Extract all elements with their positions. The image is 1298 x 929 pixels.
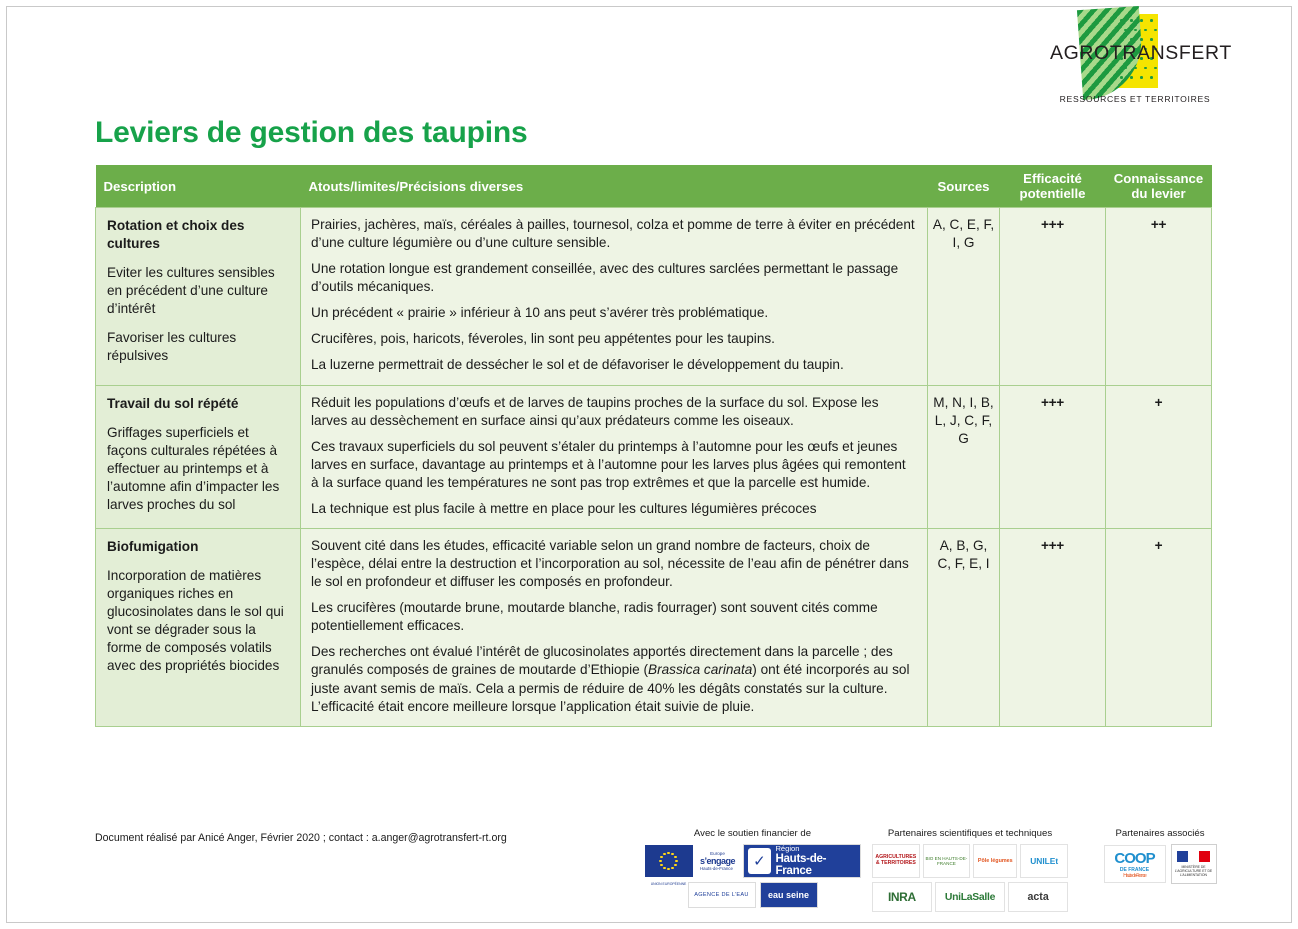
cell-atouts xyxy=(301,385,928,528)
coop-region: Hauts-de-France xyxy=(1123,872,1146,879)
atouts-paragraph: Ces travaux superficiels du sol peuvent s’étaler du printemps à l’automne pour les œufs et jeunes larves en surface, davantage au printemps et à l’automne pour les larves plus âgées qui remontent à la surface quand les températures ne sont pas trop extrêmes et que la parcelle est humide. xyxy=(311,438,906,490)
cell-sources: A, C, E, F, I, G xyxy=(928,208,1000,386)
eu-stars xyxy=(658,850,680,872)
atouts-paragraph: Réduit les populations d’œufs et de larves de taupins proches de la surface du sol. Expose les larves au dessèchement en surface ainsi qu’aux prédateurs comme les oiseaux. xyxy=(311,394,879,428)
atouts-paragraph: Souvent cité dans les études, efficacité variable selon un grand nombre de facteurs, choix de l’espèce, délai entre la destruction et l’incorporation au sol, nécessite de l’eau afin de pénétrer dans le sol en profondeur et diffuser les composés en profondeur. xyxy=(311,538,909,590)
ministere-agriculture-logo xyxy=(1171,844,1217,884)
cell-atouts xyxy=(301,529,928,727)
atouts-paragraph: La luzerne permettrait de dessécher le sol et de défavoriser le développement du taupin. xyxy=(311,357,844,373)
lever-description-paragraph: Incorporation de matières organiques riches en glucosinolates dans le sol qui vont se dégrader sous la forme de composés volatils avec des propriétés biocides xyxy=(107,568,284,674)
cell-sources: M, N, I, B, L, J, C, F, G xyxy=(928,385,1000,528)
brand-tagline: RESSOURCES ET TERRITOIRES xyxy=(1059,94,1211,104)
brand-name: AGROTRANSFERT xyxy=(1050,42,1232,64)
atouts-paragraph: Les crucifères (moutarde brune, moutarde blanche, radis fourrager) sont souvent cités comme potentiellement efficaces. xyxy=(311,600,878,634)
atouts-rich-part3: ) ont été incorporés au sol juste avant semis de maïs. Cela a permis de réduire de 40% les dégâts constatés sur la culture. L’efficacité était encore meilleure lorsque l’application était suivie de pluie. xyxy=(311,662,910,714)
levers-table xyxy=(95,165,1212,727)
agrotransfert-logo xyxy=(1050,14,1232,114)
atouts-paragraph: Crucifères, pois, haricots, féveroles, lin sont peu appétentes pour les taupins. xyxy=(311,331,775,347)
europe-sengage-logo xyxy=(697,845,739,877)
footer-logo-row xyxy=(1075,844,1245,884)
atouts-paragraph: Prairies, jachères, maïs, céréales à pailles, tournesol, colza et pomme de terre à éviter en précédent d’une culture légumière ou d’une culture sensible. xyxy=(311,217,915,251)
lever-name: Travail du sol répété xyxy=(107,395,239,411)
region-top: Région xyxy=(775,843,800,853)
cell-efficacite: +++ xyxy=(1000,385,1106,528)
eu-flag-logo xyxy=(645,845,693,886)
agence-de-leau-logo: AGENCE DE L’EAU xyxy=(688,882,756,908)
column-header-efficacite xyxy=(1000,165,1106,208)
cell-description xyxy=(96,529,301,727)
footer-logo-row xyxy=(872,844,1068,878)
region-map-icon: ✓ xyxy=(748,848,772,874)
column-header-atouts: Atouts/limites/Précisions diverses xyxy=(301,165,928,208)
table-row xyxy=(96,529,1212,727)
table-row xyxy=(96,208,1212,386)
table-header-row xyxy=(96,165,1212,208)
cell-description xyxy=(96,208,301,386)
bio-en-hauts-de-france-logo: BIO EN HAUTS-DE-FRANCE xyxy=(923,844,971,878)
atouts-paragraph: Une rotation longue est grandement conseillée, avec des cultures sarclées permettant le passage d’outils mécaniques. xyxy=(311,261,899,295)
footer-group-scientific xyxy=(872,828,1068,916)
region-bottom: Hauts-de-France xyxy=(775,851,827,877)
coop-main: COOP xyxy=(1114,849,1155,867)
column-header-connaissance xyxy=(1106,165,1212,208)
engage-mid: s’engage xyxy=(699,856,735,867)
table-body xyxy=(96,208,1212,727)
footer-group-financial xyxy=(635,828,870,912)
table-row xyxy=(96,385,1212,528)
footer-logo-row-2 xyxy=(872,882,1068,912)
lever-description-paragraph: Favoriser les cultures répulsives xyxy=(107,330,237,364)
agricultures-et-territoires-logo: AGRICULTURES & TERRITOIRES xyxy=(872,844,920,878)
coop-de-france-logo xyxy=(1104,845,1166,883)
inra-logo: INRA xyxy=(872,882,932,912)
lever-name: Biofumigation xyxy=(107,539,199,555)
atouts-paragraph: Un précédent « prairie » inférieur à 10 ans peut s’avérer très problématique. xyxy=(311,305,769,321)
cell-efficacite: +++ xyxy=(1000,529,1106,727)
cell-connaissance: + xyxy=(1106,385,1212,528)
eau-seine-normandie-logo: eau seine xyxy=(760,882,818,908)
footer-logo-row xyxy=(635,843,870,886)
efficacite-line2: potentielle xyxy=(1019,186,1086,201)
atouts-paragraph: La technique est plus facile à mettre en place pour les cultures légumières précoces xyxy=(311,500,817,516)
species-name-italic: Brassica carinata xyxy=(648,662,753,678)
unilasalle-logo: UniLaSalle xyxy=(935,882,1006,912)
connaissance-line1: Connaissance xyxy=(1113,171,1204,186)
cell-efficacite: +++ xyxy=(1000,208,1106,386)
efficacite-line1: Efficacité xyxy=(1023,171,1082,186)
atouts-paragraph-rich xyxy=(311,643,917,715)
connaissance-line2: du levier xyxy=(1131,186,1186,201)
cell-description xyxy=(96,385,301,528)
cell-atouts xyxy=(301,208,928,386)
footer-group-heading: Avec le soutien financier de xyxy=(693,828,812,839)
footer-group-heading: Partenaires associés xyxy=(1115,828,1205,839)
engage-top: Europe xyxy=(710,850,725,856)
levers-table-wrapper xyxy=(95,165,1211,727)
lever-description-paragraph: Eviter les cultures sensibles en précédent d’une culture d’intérêt xyxy=(107,265,275,317)
coop-sub: DE FRANCE xyxy=(1119,866,1150,873)
footer-group-heading: Partenaires scientifiques et techniques xyxy=(887,828,1053,839)
column-header-sources: Sources xyxy=(928,165,1000,208)
column-header-description: Description xyxy=(96,165,301,208)
acta-logo: acta xyxy=(1008,882,1068,912)
unilet-logo: UNILEt xyxy=(1020,844,1068,878)
cell-connaissance: + xyxy=(1106,529,1212,727)
lever-name: Rotation et choix des cultures xyxy=(107,218,245,252)
atouts-rich-part1: Des recherches ont évalué l’intérêt de glucosinolates apportés directement dans la parcelle ; des granulés composés de graines de moutarde d’Ethiopie ( xyxy=(311,644,893,678)
page-title: Leviers de gestion des taupins xyxy=(95,116,528,149)
lever-description-paragraph: Griffages superficiels et façons culturales répétées à effectuer au printemps et à l’automne afin d’impacter les larves proches du sol xyxy=(107,424,280,512)
french-flag-icon xyxy=(1172,851,1216,862)
table-header xyxy=(96,165,1212,208)
footer-group-associated xyxy=(1075,828,1245,888)
footer-credit: Document réalisé par Anicé Anger, Février 2020 ; contact : a.anger@agrotransfert-rt.org xyxy=(95,832,507,844)
minagri-text: MINISTÈRE DE L’AGRICULTURE ET DE L’ALIMENTATION xyxy=(1174,865,1213,877)
engage-bottom: Hauts-de-France xyxy=(699,866,733,872)
cell-sources: A, B, G, C, F, E, I xyxy=(928,529,1000,727)
region-hauts-de-france-logo xyxy=(743,844,861,878)
cell-connaissance: ++ xyxy=(1106,208,1212,386)
pole-legumes-logo: Pôle légumes xyxy=(973,844,1017,878)
eu-caption: UNION EUROPÉENNE xyxy=(650,882,687,886)
